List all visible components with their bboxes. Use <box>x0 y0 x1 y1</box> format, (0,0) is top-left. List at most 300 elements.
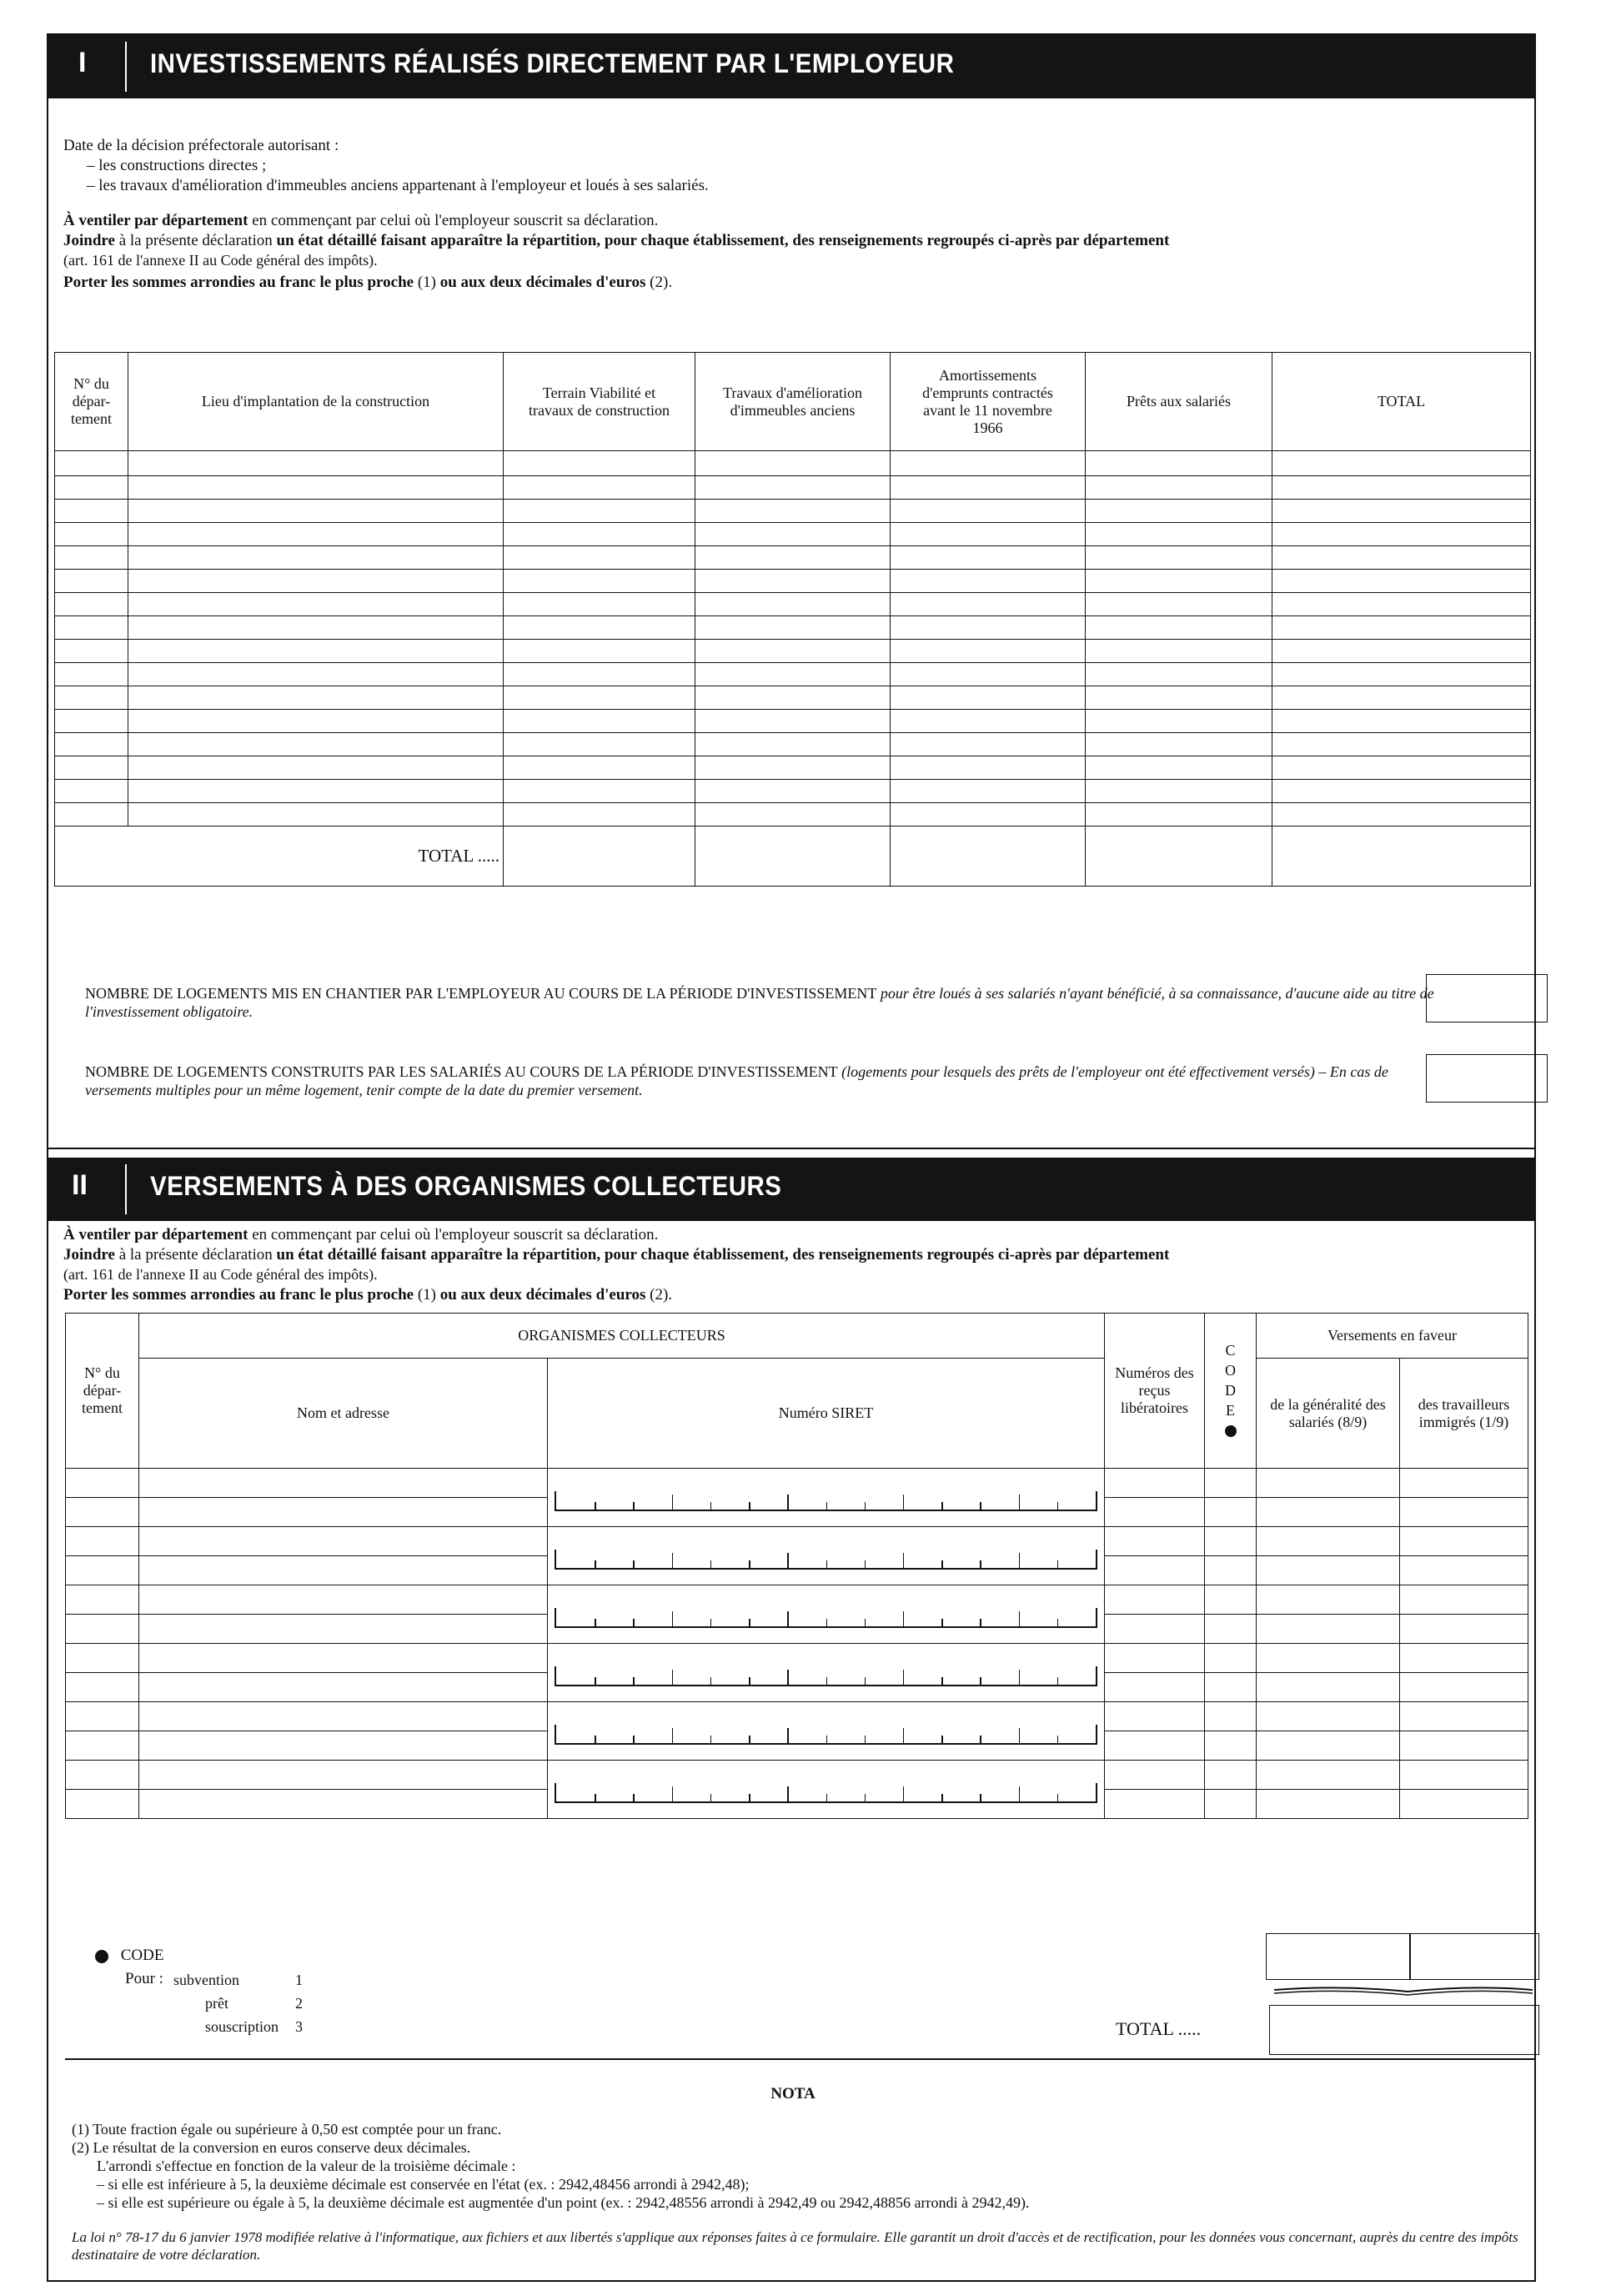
siret-tick <box>1019 1786 1021 1801</box>
logements-construits-a: NOMBRE DE LOGEMENTS CONSTRUITS PAR LES SALARIÉS AU COURS DE LA PÉRIODE D'INVESTISSEMENT <box>85 1063 838 1080</box>
table-cell[interactable] <box>1400 1498 1528 1527</box>
table-cell[interactable] <box>695 570 891 593</box>
table-cell[interactable] <box>55 756 128 780</box>
table-cell[interactable] <box>504 756 695 780</box>
siret-tick <box>1057 1794 1059 1801</box>
table-cell[interactable] <box>139 1731 548 1761</box>
table-cell[interactable] <box>1257 1469 1400 1498</box>
table-cell[interactable] <box>1205 1644 1257 1673</box>
table-cell[interactable] <box>891 803 1086 826</box>
siret-tick <box>672 1611 674 1626</box>
table-cell[interactable] <box>1205 1673 1257 1702</box>
table-cell[interactable] <box>1086 756 1272 780</box>
table-cell[interactable] <box>1272 593 1531 616</box>
section1-title: INVESTISSEMENTS RÉALISÉS DIRECTEMENT PAR L'EMPLOYEUR <box>150 48 955 78</box>
table-cell[interactable] <box>1205 1556 1257 1585</box>
siret-tick <box>1019 1728 1021 1743</box>
ventiler-text <box>63 212 658 230</box>
table-cell[interactable] <box>891 640 1086 663</box>
siret-digit-boxes <box>555 1783 1097 1803</box>
table-cell[interactable] <box>1086 780 1272 803</box>
table-cell[interactable] <box>1205 1731 1257 1761</box>
siret-field[interactable] <box>548 1527 1105 1585</box>
table-cell[interactable] <box>128 593 504 616</box>
table-cell[interactable] <box>1272 546 1531 570</box>
table-cell[interactable] <box>139 1790 548 1819</box>
table-cell[interactable] <box>1086 803 1272 826</box>
siret-tick <box>595 1502 596 1510</box>
table-cell[interactable] <box>1105 1644 1205 1673</box>
table-cell[interactable] <box>1105 1469 1205 1498</box>
table-cell[interactable] <box>891 686 1086 710</box>
table-cell[interactable] <box>1105 1673 1205 1702</box>
siret-tick <box>595 1794 596 1801</box>
table-cell[interactable] <box>1400 1615 1528 1644</box>
table-cell[interactable] <box>1400 1731 1528 1761</box>
table-cell[interactable] <box>128 710 504 733</box>
table-cell[interactable] <box>1257 1498 1400 1527</box>
intro-line: Date de la décision préfectorale autorisant : <box>63 137 339 154</box>
table-cell[interactable] <box>139 1527 548 1556</box>
table-cell[interactable] <box>891 570 1086 593</box>
total-cell[interactable] <box>504 826 695 887</box>
table-cell[interactable] <box>891 733 1086 756</box>
header-divider <box>125 1164 127 1214</box>
siret-field[interactable] <box>548 1585 1105 1644</box>
table-cell[interactable] <box>695 593 891 616</box>
porter-bold-a: Porter les sommes arrondies au franc le plus proche <box>63 274 414 291</box>
table-cell[interactable] <box>1400 1790 1528 1819</box>
siret-digit-boxes <box>555 1666 1097 1686</box>
table-cell[interactable] <box>1086 663 1272 686</box>
total-cell[interactable] <box>695 826 891 887</box>
total-cell[interactable] <box>1086 826 1272 887</box>
table-cell[interactable] <box>1257 1702 1400 1731</box>
porter-text-2 <box>63 1286 672 1304</box>
table-cell[interactable] <box>66 1673 139 1702</box>
total-versements-input[interactable] <box>1269 2005 1539 2055</box>
table-cell[interactable] <box>1257 1556 1400 1585</box>
table-cell[interactable] <box>695 523 891 546</box>
table-cell[interactable] <box>1272 451 1531 476</box>
table-cell[interactable] <box>891 780 1086 803</box>
siret-tick <box>980 1736 981 1743</box>
siret-tick <box>787 1611 789 1626</box>
table-cell[interactable] <box>695 803 891 826</box>
table-cell[interactable] <box>1086 733 1272 756</box>
table-cell[interactable] <box>66 1761 139 1790</box>
table-cell[interactable] <box>1086 710 1272 733</box>
table-cell[interactable] <box>891 451 1086 476</box>
table-row <box>55 570 1531 593</box>
table-cell[interactable] <box>139 1469 548 1498</box>
table-cell[interactable] <box>66 1790 139 1819</box>
table-cell[interactable] <box>139 1498 548 1527</box>
table-cell[interactable] <box>1105 1527 1205 1556</box>
code-item-value: 1 <box>295 1972 303 1988</box>
siret-tick <box>633 1560 635 1568</box>
table-cell[interactable] <box>139 1673 548 1702</box>
table-cell[interactable] <box>504 663 695 686</box>
header-siret: Numéro SIRET <box>548 1359 1105 1469</box>
logements-chantier-text <box>85 984 1444 1021</box>
table-cell[interactable] <box>55 593 128 616</box>
porter-text <box>63 274 672 292</box>
table-cell[interactable] <box>1400 1527 1528 1556</box>
header-code <box>1205 1314 1257 1469</box>
porter-d: (2). <box>645 274 673 291</box>
table-cell[interactable] <box>1105 1702 1205 1731</box>
table-cell[interactable] <box>504 780 695 803</box>
table-cell[interactable] <box>128 640 504 663</box>
siret-tick <box>941 1677 943 1685</box>
table-cell[interactable] <box>1086 640 1272 663</box>
siret-tick <box>1019 1611 1021 1626</box>
logements-chantier-input[interactable] <box>1426 974 1548 1022</box>
table-cell[interactable] <box>1086 451 1272 476</box>
joindre-bold-c-2: un état détaillé faisant apparaître la répartition, pour chaque établissement, des renseignements regroupés ci-après par département <box>276 1246 1170 1264</box>
table-cell[interactable] <box>891 500 1086 523</box>
table-cell[interactable] <box>1400 1585 1528 1615</box>
table-cell[interactable] <box>1205 1498 1257 1527</box>
table-cell[interactable] <box>128 686 504 710</box>
table-cell[interactable] <box>1400 1469 1528 1498</box>
header-lieu: Lieu d'implantation de la construction <box>128 353 504 451</box>
siret-tick <box>710 1502 712 1510</box>
table-cell[interactable] <box>128 616 504 640</box>
table-cell[interactable] <box>1257 1790 1400 1819</box>
table-cell[interactable] <box>695 710 891 733</box>
table-cell[interactable] <box>1272 686 1531 710</box>
siret-tick <box>710 1619 712 1626</box>
table-cell[interactable] <box>139 1644 548 1673</box>
intro-bullet-1: – les constructions directes ; <box>87 157 267 174</box>
table-cell[interactable] <box>695 663 891 686</box>
table-cell[interactable] <box>891 523 1086 546</box>
table-cell[interactable] <box>66 1615 139 1644</box>
table-cell[interactable] <box>891 593 1086 616</box>
table-cell[interactable] <box>504 593 695 616</box>
nota-title: NOTA <box>770 2085 816 2103</box>
table-cell[interactable] <box>1086 616 1272 640</box>
nota-line-4: – si elle est inférieure à 5, la deuxième décimale est conservée en l'état (ex. : 2942,48456 arrondi à 2942,48); <box>97 2176 750 2193</box>
table-cell[interactable] <box>55 780 128 803</box>
table-cell[interactable] <box>1272 500 1531 523</box>
siret-tick <box>980 1619 981 1626</box>
table-cell[interactable] <box>695 546 891 570</box>
subtotal-generalite-input[interactable] <box>1266 1933 1411 1980</box>
table-cell[interactable] <box>1105 1731 1205 1761</box>
porter-bold-c: ou aux deux décimales d'euros <box>439 274 646 291</box>
section1-header <box>48 35 1534 98</box>
table-cell[interactable] <box>1205 1790 1257 1819</box>
header-versements: Versements en faveur <box>1257 1314 1528 1359</box>
table-cell[interactable] <box>128 780 504 803</box>
siret-tick <box>826 1619 828 1626</box>
table-cell[interactable] <box>1105 1556 1205 1585</box>
table-cell[interactable] <box>128 451 504 476</box>
siret-tick <box>595 1560 596 1568</box>
porter-d-2: (2). <box>645 1286 673 1304</box>
siret-tick <box>903 1728 905 1743</box>
siret-digit-boxes <box>555 1491 1097 1511</box>
table-cell[interactable] <box>1205 1585 1257 1615</box>
siret-tick <box>903 1670 905 1685</box>
table-cell[interactable] <box>1105 1790 1205 1819</box>
table-cell[interactable] <box>891 756 1086 780</box>
table-cell[interactable] <box>66 1556 139 1585</box>
table-cell[interactable] <box>139 1615 548 1644</box>
table-cell[interactable] <box>695 476 891 500</box>
table-cell[interactable] <box>504 686 695 710</box>
subtotal-immigres-input[interactable] <box>1409 1933 1539 1980</box>
table-cell[interactable] <box>1205 1615 1257 1644</box>
siret-tick <box>903 1786 905 1801</box>
table-cell[interactable] <box>695 640 891 663</box>
total-cell[interactable] <box>1272 826 1531 887</box>
table-cell[interactable] <box>55 803 128 826</box>
table-cell[interactable] <box>128 756 504 780</box>
table-cell[interactable] <box>695 756 891 780</box>
table-cell[interactable] <box>1086 500 1272 523</box>
joindre-reference-2: (art. 161 de l'annexe II au Code général des impôts). <box>63 1266 378 1283</box>
table-cell[interactable] <box>55 710 128 733</box>
table-cell[interactable] <box>1086 570 1272 593</box>
table-cell[interactable] <box>1205 1702 1257 1731</box>
table-cell[interactable] <box>1105 1761 1205 1790</box>
siret-tick <box>749 1502 750 1510</box>
table-cell[interactable] <box>891 616 1086 640</box>
siret-tick <box>710 1677 712 1685</box>
siret-tick <box>749 1794 750 1801</box>
table-cell[interactable] <box>891 710 1086 733</box>
table-cell[interactable] <box>504 640 695 663</box>
total-cell[interactable] <box>891 826 1086 887</box>
table-cell[interactable] <box>1257 1673 1400 1702</box>
table-cell[interactable] <box>1257 1527 1400 1556</box>
code-legend-title <box>95 1947 163 1965</box>
table-cell[interactable] <box>55 686 128 710</box>
table-cell[interactable] <box>55 476 128 500</box>
joindre-b: à la présente déclaration <box>114 232 277 249</box>
table-row <box>66 1585 1528 1615</box>
table-cell[interactable] <box>1257 1731 1400 1761</box>
table-cell[interactable] <box>504 616 695 640</box>
table-cell[interactable] <box>1205 1527 1257 1556</box>
table-cell[interactable] <box>55 546 128 570</box>
siret-tick <box>787 1553 789 1568</box>
table-cell[interactable] <box>1086 523 1272 546</box>
siret-digit-boxes <box>555 1550 1097 1570</box>
joindre-bold-c: un état détaillé faisant apparaître la répartition, pour chaque établissement, des renseignements regroupés ci-après par département <box>276 232 1170 249</box>
table-cell[interactable] <box>66 1527 139 1556</box>
table-cell[interactable] <box>139 1556 548 1585</box>
siret-tick <box>865 1736 866 1743</box>
table-cell[interactable] <box>1086 593 1272 616</box>
table-cell[interactable] <box>1400 1644 1528 1673</box>
table-cell[interactable] <box>66 1644 139 1673</box>
total-label-2: TOTAL ..... <box>1116 2018 1202 2039</box>
siret-field[interactable] <box>548 1761 1105 1819</box>
table-cell[interactable] <box>1272 733 1531 756</box>
siret-tick <box>826 1736 828 1743</box>
siret-field[interactable] <box>548 1644 1105 1702</box>
table-cell[interactable] <box>504 500 695 523</box>
table-cell[interactable] <box>55 451 128 476</box>
table-cell[interactable] <box>128 663 504 686</box>
table-cell[interactable] <box>66 1498 139 1527</box>
table-cell[interactable] <box>1086 546 1272 570</box>
table-cell[interactable] <box>128 476 504 500</box>
table-cell[interactable] <box>1086 476 1272 500</box>
table-cell[interactable] <box>128 803 504 826</box>
table-cell[interactable] <box>504 523 695 546</box>
ventiler-bold-2: À ventiler par département <box>63 1226 248 1243</box>
table-cell[interactable] <box>695 500 891 523</box>
table-cell[interactable] <box>504 476 695 500</box>
table-cell[interactable] <box>55 640 128 663</box>
header-immigres: des travailleurs immigrés (1/9) <box>1400 1359 1528 1469</box>
table-cell[interactable] <box>1272 663 1531 686</box>
table-cell[interactable] <box>695 733 891 756</box>
siret-tick <box>865 1619 866 1626</box>
joindre-text-2 <box>63 1246 1523 1264</box>
table-cell[interactable] <box>1257 1615 1400 1644</box>
nota-line-3: L'arrondi s'effectue en fonction de la valeur de la troisième décimale : <box>97 2158 516 2174</box>
siret-tick <box>980 1502 981 1510</box>
table-cell[interactable] <box>139 1702 548 1731</box>
header-organismes: ORGANISMES COLLECTEURS <box>139 1314 1105 1359</box>
table-cell[interactable] <box>128 546 504 570</box>
table-cell[interactable] <box>1257 1761 1400 1790</box>
siret-tick <box>672 1728 674 1743</box>
table-cell[interactable] <box>66 1731 139 1761</box>
siret-tick <box>633 1794 635 1801</box>
logements-construits-input[interactable] <box>1426 1054 1548 1103</box>
table-cell[interactable] <box>504 733 695 756</box>
table-cell[interactable] <box>55 616 128 640</box>
nota-line-5: – si elle est supérieure ou égale à 5, la deuxième décimale est augmentée d'un point (ex. : 2942,48556 arrondi à 2942,49 ou 2942,48856 arrondi à 2942,49). <box>97 2194 1030 2211</box>
table-cell[interactable] <box>695 451 891 476</box>
intro-bullet-2: – les travaux d'amélioration d'immeubles anciens appartenant à l'employeur et loués à ses salariés. <box>87 177 709 194</box>
ventiler-rest: en commençant par celui où l'employeur souscrit sa déclaration. <box>248 212 659 229</box>
table-cell[interactable] <box>66 1702 139 1731</box>
siret-tick <box>826 1560 828 1568</box>
table-cell[interactable] <box>1272 780 1531 803</box>
siret-tick <box>941 1794 943 1801</box>
table-cell[interactable] <box>55 570 128 593</box>
table-cell[interactable] <box>695 616 891 640</box>
table-cell[interactable] <box>128 733 504 756</box>
table-cell[interactable] <box>695 686 891 710</box>
table-cell[interactable] <box>1105 1615 1205 1644</box>
table-cell[interactable] <box>504 710 695 733</box>
table-cell[interactable] <box>1272 710 1531 733</box>
code-pour: Pour : <box>125 1970 163 1987</box>
siret-tick <box>787 1786 789 1801</box>
table-row <box>55 593 1531 616</box>
table-cell[interactable] <box>1272 523 1531 546</box>
section2-title: VERSEMENTS À DES ORGANISMES COLLECTEURS <box>150 1171 782 1201</box>
table-cell[interactable] <box>695 780 891 803</box>
table-row <box>66 1702 1528 1731</box>
joindre-b-2: à la présente déclaration <box>114 1246 277 1264</box>
table-cell[interactable] <box>1272 570 1531 593</box>
table-cell[interactable] <box>55 663 128 686</box>
table-cell[interactable] <box>1257 1644 1400 1673</box>
section-investissements <box>47 33 1536 1149</box>
versements-rows <box>66 1469 1528 1819</box>
section2-header <box>48 1158 1534 1221</box>
table-cell[interactable] <box>1272 756 1531 780</box>
versements-table <box>65 1313 1528 1819</box>
table-cell[interactable] <box>1086 686 1272 710</box>
siret-tick <box>941 1736 943 1743</box>
table-cell[interactable] <box>1272 616 1531 640</box>
header-nom: Nom et adresse <box>139 1359 548 1469</box>
table-cell[interactable] <box>1205 1761 1257 1790</box>
logements-construits-text <box>85 1063 1444 1099</box>
table-cell[interactable] <box>891 663 1086 686</box>
siret-field[interactable] <box>548 1702 1105 1761</box>
table-cell[interactable] <box>1105 1585 1205 1615</box>
table-cell[interactable] <box>1272 640 1531 663</box>
table-cell[interactable] <box>891 476 1086 500</box>
table-cell[interactable] <box>139 1585 548 1615</box>
table-cell[interactable] <box>128 500 504 523</box>
form-page <box>47 33 1536 2282</box>
table-cell[interactable] <box>1400 1761 1528 1790</box>
table-cell[interactable] <box>1400 1673 1528 1702</box>
table-row <box>66 1761 1528 1790</box>
joindre-reference: (art. 161 de l'annexe II au Code général des impôts). <box>63 252 378 269</box>
table-cell[interactable] <box>1257 1585 1400 1615</box>
siret-tick <box>595 1736 596 1743</box>
table-cell[interactable] <box>1205 1469 1257 1498</box>
table-cell[interactable] <box>55 733 128 756</box>
table-cell[interactable] <box>128 570 504 593</box>
table-cell[interactable] <box>1105 1498 1205 1527</box>
header-prets: Prêts aux salariés <box>1086 353 1272 451</box>
siret-field[interactable] <box>548 1469 1105 1527</box>
table-cell[interactable] <box>891 546 1086 570</box>
table-cell[interactable] <box>55 523 128 546</box>
total-label: TOTAL ..... <box>55 826 504 887</box>
table-cell[interactable] <box>55 500 128 523</box>
table-cell[interactable] <box>1272 803 1531 826</box>
header-amortissements: Amortissements d'emprunts contractés avant le 11 novembre 1966 <box>891 353 1086 451</box>
table-cell[interactable] <box>1272 476 1531 500</box>
table-cell[interactable] <box>504 451 695 476</box>
table-row <box>55 663 1531 686</box>
header-terrain: Terrain Viabilité et travaux de construction <box>504 353 695 451</box>
ventiler-rest-2: en commençant par celui où l'employeur souscrit sa déclaration. <box>248 1226 659 1243</box>
table-cell[interactable] <box>66 1585 139 1615</box>
section2-number: II <box>72 1169 88 1201</box>
table-cell[interactable] <box>128 523 504 546</box>
table-cell[interactable] <box>66 1469 139 1498</box>
table-cell[interactable] <box>504 570 695 593</box>
table-cell[interactable] <box>1400 1556 1528 1585</box>
table-cell[interactable] <box>504 546 695 570</box>
table-cell[interactable] <box>504 803 695 826</box>
porter-b: (1) <box>414 274 440 291</box>
table-cell[interactable] <box>1400 1702 1528 1731</box>
table-row <box>55 803 1531 826</box>
table-cell[interactable] <box>139 1761 548 1790</box>
nota-line-1: (1) Toute fraction égale ou supérieure à 0,50 est comptée pour un franc. <box>72 2121 502 2138</box>
ventiler-text-2 <box>63 1226 658 1244</box>
